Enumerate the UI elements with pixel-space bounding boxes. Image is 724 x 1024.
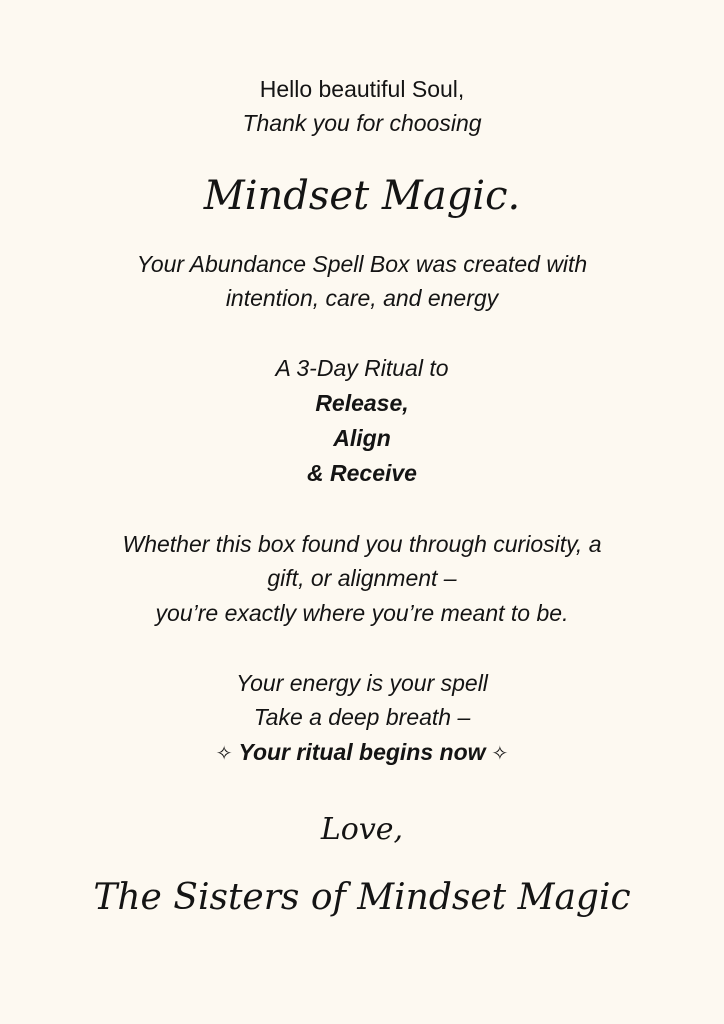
- ritual-step-release: Release,: [315, 390, 409, 416]
- intro-line-2: intention, care, and energy: [225, 285, 499, 311]
- intro-line-1: Your Abundance Spell Box was created with: [136, 251, 588, 277]
- closing-line-3: [0, 735, 724, 771]
- body-line-3: you’re exactly where you’re meant to be.: [155, 600, 569, 626]
- body-line-1: Whether this box found you through curiosity, a: [122, 531, 602, 557]
- ritual-step-align: Align: [333, 425, 391, 451]
- closing-line-1: Your energy is your spell: [236, 670, 488, 696]
- signoff-signature: The Sisters of Mindset Magic: [93, 877, 631, 918]
- greeting-line-2: Thank you for choosing: [242, 110, 482, 136]
- brand-signature: Mindset Magic.: [203, 173, 521, 219]
- sparkle-icon: ✧: [215, 743, 233, 765]
- ritual-heading: A 3-Day Ritual to: [275, 355, 449, 381]
- ritual-step-receive: & Receive: [307, 460, 417, 486]
- ritual-begins-text: Your ritual begins now: [238, 739, 486, 765]
- sparkle-icon: ✧: [491, 743, 509, 765]
- signoff-love: Love,: [320, 812, 404, 847]
- closing-line-2: Take a deep breath –: [253, 704, 471, 730]
- body-line-2: gift, or alignment –: [267, 565, 457, 591]
- greeting-line-1: Hello beautiful Soul,: [259, 76, 465, 102]
